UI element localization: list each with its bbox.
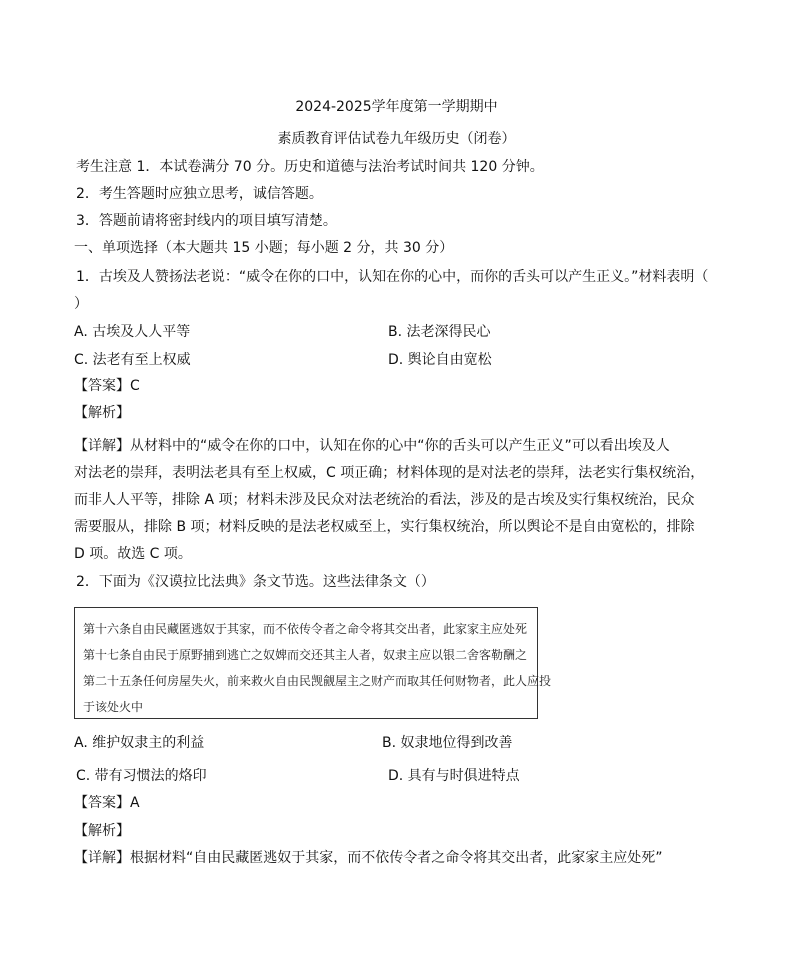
- q1-option-b: B. 法老深得民心: [388, 324, 491, 340]
- notice-line-2: 2．考生答题时应独立思考，诚信答题。: [76, 186, 323, 202]
- q1-stem-line-2: ）: [74, 296, 88, 312]
- q2-source-row-1: 第十六条自由民藏匿逃奴于其家，而不依传令者之命令将其交出者，此家家主应处死: [83, 622, 528, 636]
- notice-line-1: 考生注意 1．本试卷满分 70 分。历史和道德与法治考试时间共 120 分钟。: [76, 159, 544, 175]
- q1-analysis-label: 【解析】: [74, 405, 130, 421]
- q1-option-d: D. 舆论自由宽松: [388, 352, 492, 368]
- q2-option-c: C. 带有习惯法的烙印: [76, 768, 207, 784]
- exam-title: 2024-2025学年度第一学期期中: [295, 99, 498, 115]
- q2-source-row-3: 第二十五条任何房屋失火，前来救火自由民觊觎屋主之财产而取其任何财物者，此人应投: [83, 674, 552, 688]
- q1-option-c: C. 法老有至上权威: [74, 352, 191, 368]
- q2-analysis-label: 【解析】: [74, 823, 130, 839]
- q1-option-a: A. 古埃及人人平等: [74, 324, 191, 340]
- section-heading: 一、单项选择（本大题共 15 小题；每小题 2 分，共 30 分）: [74, 240, 454, 256]
- q1-stem-line-1: 1．古埃及人赞扬法老说：“威令在你的口中，认知在你的心中，而你的舌头可以产生正义。”材料表明（: [76, 269, 709, 285]
- q2-source-row-4: 于该处火中: [83, 700, 144, 714]
- q1-answer: 【答案】C: [74, 378, 140, 394]
- q2-option-d: D. 具有与时俱进特点: [388, 768, 520, 784]
- q2-source-box: [74, 607, 552, 719]
- exam-subtitle: 素质教育评估试卷九年级历史（闭卷）: [277, 131, 516, 147]
- q2-option-b: B. 奴隶地位得到改善: [382, 735, 513, 751]
- q2-answer: 【答案】A: [74, 795, 140, 811]
- q1-detail-line-5: D 项。故选 C 项。: [74, 546, 192, 562]
- q1-detail-line-4: 需要服从，排除 B 项；材料反映的是法老权威至上，实行集权统治，所以舆论不是自由宽松的，排除: [74, 519, 695, 535]
- q2-option-a: A. 维护奴隶主的利益: [74, 735, 205, 751]
- q1-detail-line-1: 【详解】从材料中的“威令在你的口中，认知在你的心中“你的舌头可以产生正义”可以看出埃及人: [74, 438, 670, 454]
- notice-line-3: 3．答题前请将密封线内的项目填写清楚。: [76, 213, 337, 229]
- q1-detail-line-3: 而非人人平等，排除 A 项；材料未涉及民众对法老统治的看法，涉及的是古埃及实行集权统治，民众: [74, 492, 695, 508]
- q1-detail-line-2: 对法老的崇拜，表明法老具有至上权威，C 项正确；材料体现的是对法老的崇拜，法老实行集权统治，: [74, 465, 705, 481]
- q2-detail-line-1: 【详解】根据材料“自由民藏匿逃奴于其家，而不依传令者之命令将其交出者，此家家主应处死”: [74, 850, 663, 866]
- q2-stem: 2．下面为《汉谟拉比法典》条文节选。这些法律条文（）: [76, 574, 435, 590]
- q2-source-row-2: 第十七条自由民于原野捕到逃亡之奴婢而交还其主人者，奴隶主应以银二舍客勒酬之: [83, 648, 528, 662]
